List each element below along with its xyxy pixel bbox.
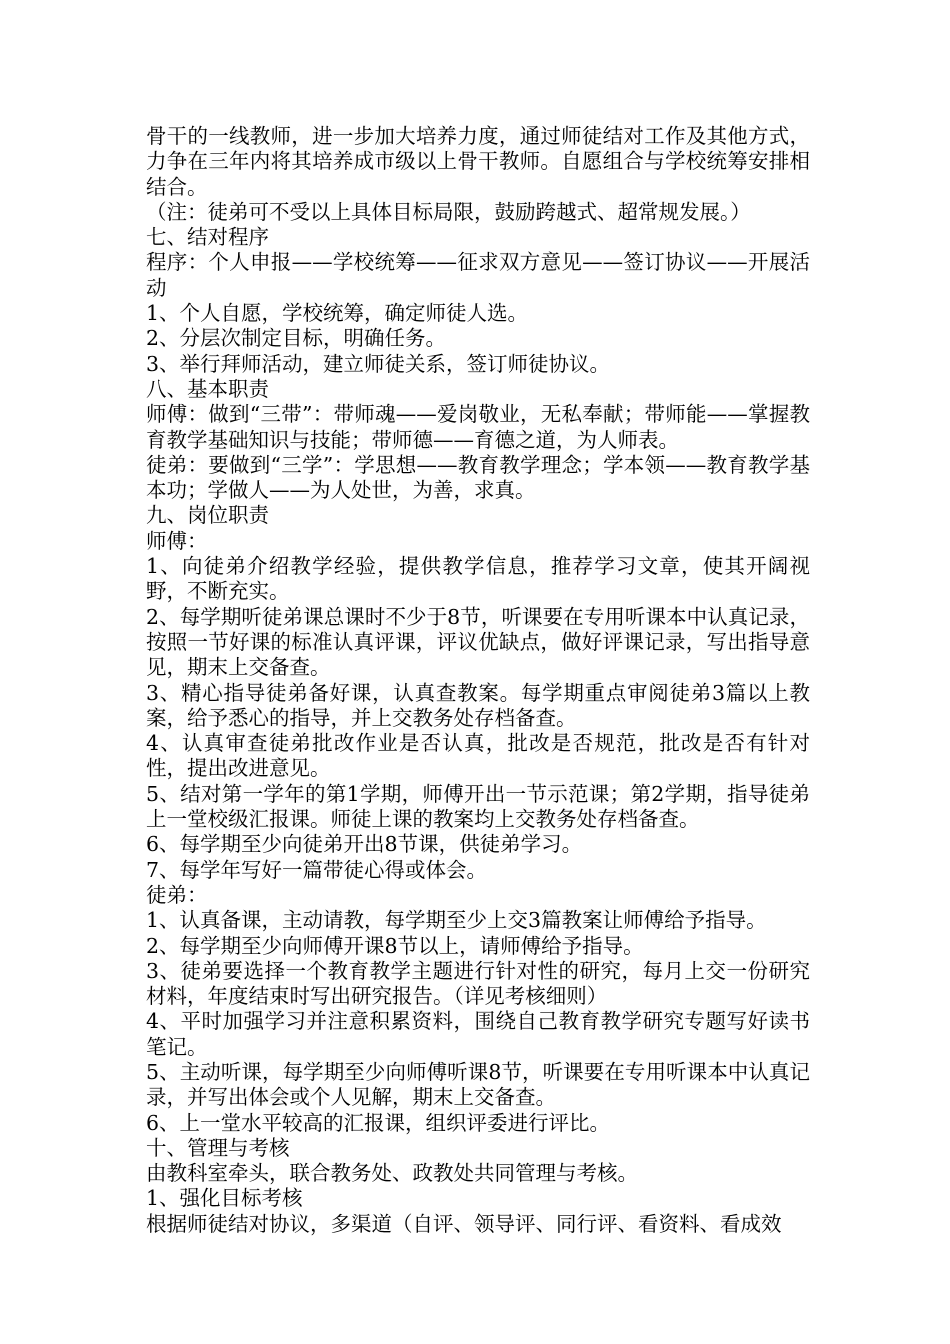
list-item: 4、平时加强学习并注意积累资料，围绕自己教育教学研究专题写好读书笔记。: [146, 1009, 810, 1059]
subheading-master: 师傅：: [146, 528, 208, 553]
list-item: 5、主动听课，每学期至少向师傅听课8节，听课要在专用听课本中认真记录，并写出体会或个人见解，期末上交备查。: [146, 1059, 810, 1110]
paragraph-procedure: 程序：个人申报——学校统筹——征求双方意见——签订协议——开展活动: [146, 250, 810, 300]
paragraph-note: （注：徒弟可不受以上具体目标局限，鼓励跨越式、超常规发展。）: [146, 199, 751, 224]
paragraph-management: 由教科室牵头，联合教务处、政教处共同管理与考核。: [146, 1161, 638, 1186]
subheading-target-assessment: 1、强化目标考核: [146, 1186, 303, 1211]
list-item: 4、认真审查徒弟批改作业是否认真，批改是否规范，批改是否有针对性，提出改进意见。: [146, 731, 810, 781]
paragraph-intro-continuation: 骨干的一线教师，进一步加大培养力度，通过师徒结对工作及其他方式，力争在三年内将其培养成市级以上骨干教师。自愿组合与学校统筹安排相结合。: [146, 124, 810, 199]
list-item: 3、精心指导徒弟备好课，认真查教案。每学期重点审阅徒弟3篇以上教案，给予悉心的指导，并上交教务处存档备查。: [146, 680, 810, 730]
subheading-apprentice: 徒弟：: [146, 882, 208, 907]
list-item: 1、向徒弟介绍教学经验，提供教学信息，推荐学习文章，使其开阔视野，不断充实。: [146, 554, 810, 604]
list-item: 3、徒弟要选择一个教育教学主题进行针对性的研究，每月上交一份研究材料，年度结束时写出研究报告。（详见考核细则）: [146, 958, 810, 1009]
paragraph-apprentice-duties: 徒弟：要做到“三学”：学思想——教育教学理念；学本领——教育教学基本功；学做人——为人处世，为善，求真。: [146, 452, 810, 503]
list-item: 7、每学年写好一篇带徒心得或体会。: [146, 857, 488, 882]
list-item: 2、每学期听徒弟课总课时不少于8节，听课要在专用听课本中认真记录，按照一节好课的标准认真评课，评议优缺点，做好评课记录，写出指导意见，期末上交备查。: [146, 604, 810, 680]
list-item: 6、上一堂水平较高的汇报课，组织评委进行评比。: [146, 1110, 611, 1135]
section-heading-management: 十、管理与考核: [146, 1135, 290, 1160]
section-heading-basic-duties: 八、基本职责: [146, 376, 269, 401]
list-item: 2、分层次制定目标，明确任务。: [146, 326, 447, 351]
list-item: 5、结对第一学年的第1学期，师傅开出一节示范课；第2学期，指导徒弟上一堂校级汇报课。师徒上课的教案均上交教务处存档备查。: [146, 781, 810, 832]
section-heading-pairing-procedure: 七、结对程序: [146, 225, 269, 250]
list-item: 6、每学期至少向徒弟开出8节课，供徒弟学习。: [146, 832, 583, 857]
list-item: 3、举行拜师活动，建立师徒关系，签订师徒协议。: [146, 351, 611, 376]
paragraph-master-duties: 师傅：做到“三带”：带师魂——爱岗敬业，无私奉献；带师能——掌握教育教学基础知识与技能；带师德——育德之道，为人师表。: [146, 402, 810, 452]
list-item: 2、每学期至少向师傅开课8节以上，请师傅给予指导。: [146, 933, 644, 958]
section-heading-post-duties: 九、岗位职责: [146, 503, 269, 528]
list-item: 1、个人自愿，学校统筹，确定师徒人选。: [146, 301, 529, 326]
paragraph-assessment: 根据师徒结对协议，多渠道（自评、领导评、同行评、看资料、看成效: [146, 1211, 782, 1236]
document-body: [146, 124, 810, 1237]
list-item: 1、认真备课，主动请教，每学期至少上交3篇教案让师傅给予指导。: [146, 908, 767, 933]
